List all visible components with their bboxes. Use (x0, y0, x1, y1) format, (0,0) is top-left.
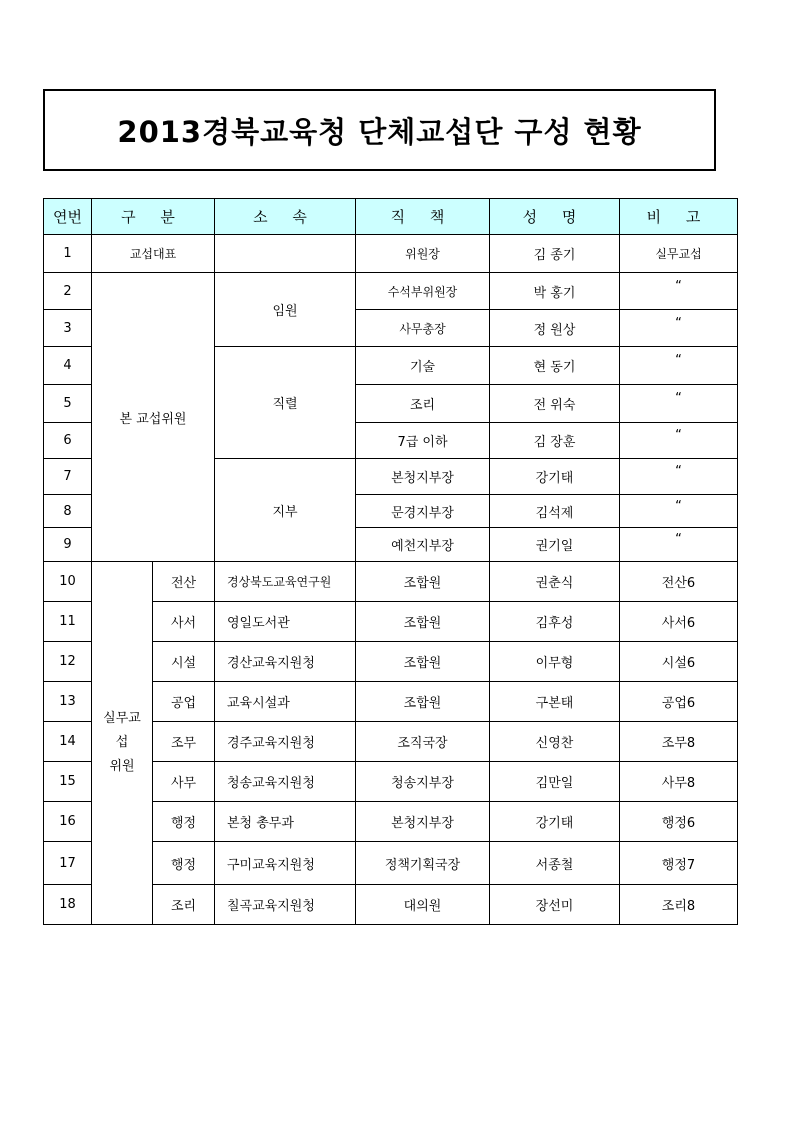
affiliation-cell: 칠곡교육지원청 (215, 885, 356, 925)
table-row (44, 235, 738, 273)
row-no: 17 (44, 842, 92, 885)
position-cell: 조합원 (356, 562, 490, 602)
note-cell (620, 347, 738, 385)
note-cell: 행정6 (620, 802, 738, 842)
row-no: 12 (44, 642, 92, 682)
row-no: 8 (44, 495, 92, 528)
note-cell: 조리8 (620, 885, 738, 925)
row-no: 7 (44, 459, 92, 495)
affiliation-cell: 영일도서관 (215, 602, 356, 642)
name-cell: 구본태 (490, 682, 620, 722)
field-cell: 행정 (153, 842, 215, 885)
title-box (43, 89, 716, 171)
row-no: 9 (44, 528, 92, 562)
affiliation-cell: 청송교육지원청 (215, 762, 356, 802)
header-no: 연번 (44, 199, 92, 235)
name-cell: 전 위숙 (490, 385, 620, 423)
negotiation-team-table (43, 198, 738, 925)
row-no: 14 (44, 722, 92, 762)
name-cell: 김만일 (490, 762, 620, 802)
name-cell: 김 종기 (490, 235, 620, 273)
affiliation-cell: 구미교육지원청 (215, 842, 356, 885)
name-cell: 현 동기 (490, 347, 620, 385)
field-cell: 시설 (153, 642, 215, 682)
category-main-members: 본 교섭위원 (92, 273, 215, 562)
ditto-mark: “ (675, 464, 682, 479)
position-cell: 청송지부장 (356, 762, 490, 802)
note-cell: 공업6 (620, 682, 738, 722)
table-header-row (44, 199, 738, 235)
ditto-mark: “ (675, 428, 682, 443)
position-cell: 조합원 (356, 682, 490, 722)
subgroup-branch: 지부 (215, 459, 356, 562)
note-cell: 행정7 (620, 842, 738, 885)
note-cell (620, 310, 738, 347)
name-cell: 김후성 (490, 602, 620, 642)
row-no: 11 (44, 602, 92, 642)
affiliation-cell: 본청 총무과 (215, 802, 356, 842)
row-no: 5 (44, 385, 92, 423)
affiliation-cell: 교육시설과 (215, 682, 356, 722)
working-members-line2: 섭 (115, 735, 129, 750)
field-cell: 조무 (153, 722, 215, 762)
ditto-mark: “ (675, 498, 682, 514)
name-cell: 강기태 (490, 802, 620, 842)
note-cell (620, 385, 738, 423)
affiliation-cell (215, 235, 356, 273)
header-name: 성 명 (490, 199, 620, 235)
working-members-line1: 실무교 (103, 711, 141, 726)
name-cell: 이무형 (490, 642, 620, 682)
row-no: 13 (44, 682, 92, 722)
field-cell: 행정 (153, 802, 215, 842)
name-cell: 권기일 (490, 528, 620, 562)
position-cell: 위원장 (356, 235, 490, 273)
position-cell: 예천지부장 (356, 528, 490, 562)
header-position: 직 책 (356, 199, 490, 235)
name-cell: 김석제 (490, 495, 620, 528)
affiliation-cell: 경주교육지원청 (215, 722, 356, 762)
subgroup-job-class: 직렬 (215, 347, 356, 459)
note-cell: 전산6 (620, 562, 738, 602)
table-row (44, 562, 738, 602)
name-cell: 박 홍기 (490, 273, 620, 310)
table-row (44, 273, 738, 310)
row-no: 1 (44, 235, 92, 273)
header-affiliation: 소 속 (215, 199, 356, 235)
name-cell: 권춘식 (490, 562, 620, 602)
position-cell: 본청지부장 (356, 802, 490, 842)
category-working-members (92, 562, 153, 925)
row-no: 3 (44, 310, 92, 347)
page-title: 2013경북교육청 단체교섭단 구성 현황 (117, 114, 642, 149)
note-cell (620, 423, 738, 459)
position-cell: 사무총장 (356, 310, 490, 347)
note-cell (620, 495, 738, 528)
position-cell: 문경지부장 (356, 495, 490, 528)
name-cell: 김 장훈 (490, 423, 620, 459)
note-cell: 사서6 (620, 602, 738, 642)
position-cell: 조합원 (356, 642, 490, 682)
name-cell: 정 원상 (490, 310, 620, 347)
name-cell: 신영찬 (490, 722, 620, 762)
field-cell: 사무 (153, 762, 215, 802)
ditto-mark: “ (675, 278, 682, 294)
category-representative: 교섭대표 (92, 235, 215, 273)
row-no: 2 (44, 273, 92, 310)
field-cell: 전산 (153, 562, 215, 602)
working-members-line3: 위원 (109, 759, 135, 774)
affiliation-cell: 경산교육지원청 (215, 642, 356, 682)
position-cell: 조합원 (356, 602, 490, 642)
ditto-mark: “ (675, 315, 682, 331)
ditto-mark: “ (675, 391, 682, 406)
position-cell: 조리 (356, 385, 490, 423)
header-note: 비 고 (620, 199, 738, 235)
subgroup-officers: 임원 (215, 273, 356, 347)
name-cell: 장선미 (490, 885, 620, 925)
name-cell: 강기태 (490, 459, 620, 495)
position-cell: 7급 이하 (356, 423, 490, 459)
header-category: 구 분 (92, 199, 215, 235)
position-cell: 대의원 (356, 885, 490, 925)
position-cell: 기술 (356, 347, 490, 385)
note-cell: 시설6 (620, 642, 738, 682)
row-no: 10 (44, 562, 92, 602)
position-cell: 정책기획국장 (356, 842, 490, 885)
row-no: 6 (44, 423, 92, 459)
ditto-mark: “ (675, 532, 682, 547)
field-cell: 사서 (153, 602, 215, 642)
field-cell: 공업 (153, 682, 215, 722)
row-no: 18 (44, 885, 92, 925)
note-cell: 사무8 (620, 762, 738, 802)
note-cell (620, 273, 738, 310)
note-cell (620, 528, 738, 562)
field-cell: 조리 (153, 885, 215, 925)
row-no: 4 (44, 347, 92, 385)
ditto-mark: “ (675, 353, 682, 368)
position-cell: 본청지부장 (356, 459, 490, 495)
row-no: 16 (44, 802, 92, 842)
position-cell: 수석부위원장 (356, 273, 490, 310)
note-cell (620, 459, 738, 495)
note-cell: 실무교섭 (620, 235, 738, 273)
row-no: 15 (44, 762, 92, 802)
affiliation-cell: 경상북도교육연구원 (215, 562, 356, 602)
note-cell: 조무8 (620, 722, 738, 762)
name-cell: 서종철 (490, 842, 620, 885)
position-cell: 조직국장 (356, 722, 490, 762)
